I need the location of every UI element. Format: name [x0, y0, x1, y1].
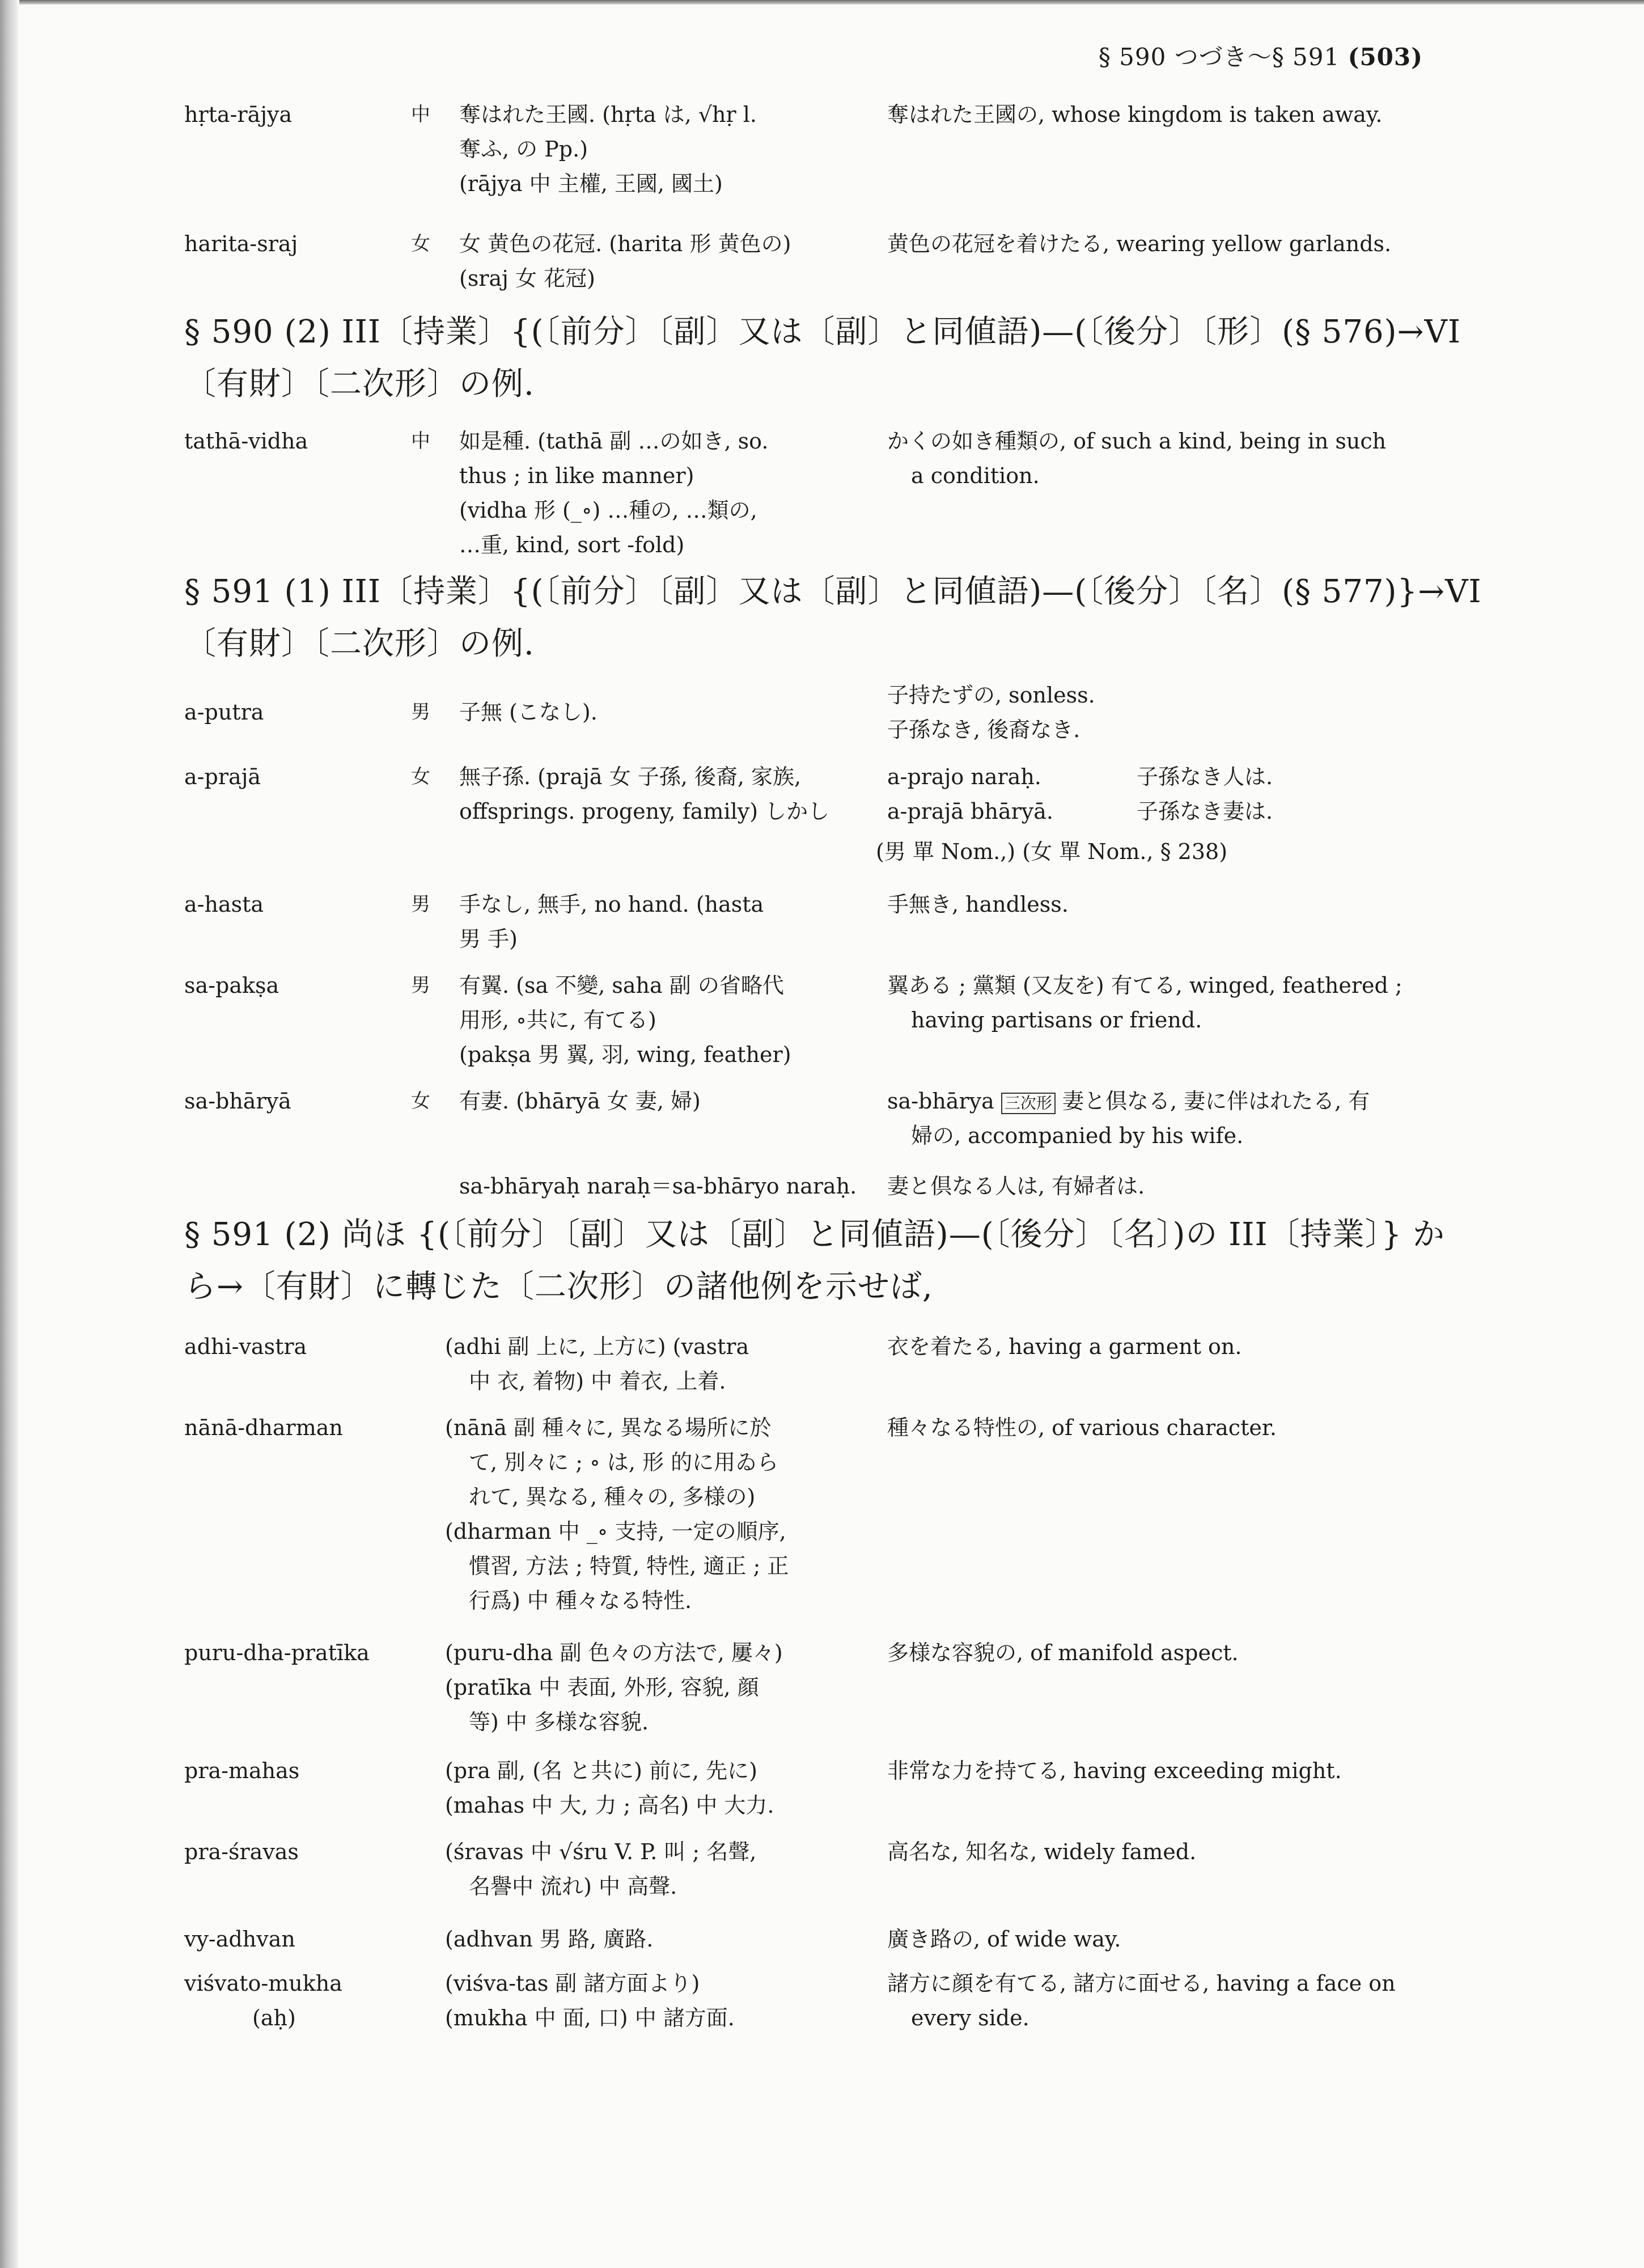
headword: harita-sraj: [184, 231, 298, 256]
gender-mark: 男: [411, 701, 430, 723]
heading-line: § 591 (1) III〔持業〕{(〔前分〕〔副〕又は〔副〕と同値語)—(〔後分〕〔名〕(§ 577)}→VI: [184, 573, 1482, 610]
translation-line: 種々なる特性の, of various character.: [887, 1415, 1277, 1440]
gloss-line: 女 黄色の花冠. (harita 形 黄色の): [459, 231, 791, 256]
translation: [887, 1330, 1465, 1364]
gloss: [459, 695, 828, 730]
heading-line: § 591 (2) 尚ほ {(〔前分〕〔副〕又は〔副〕と同値語)—(〔後分〕〔名〕)の III〔持業〕} か: [184, 1216, 1446, 1253]
gloss-line: (pakṣa 男 翼, 羽, wing, feather): [459, 1042, 791, 1067]
translation: [887, 1835, 1465, 1869]
gender-mark: 中: [411, 430, 430, 452]
gloss-line: 無子孫. (prajā 女 子孫, 後裔, 家族,: [459, 764, 802, 789]
gender-mark: 男: [411, 893, 430, 916]
gloss-line: 用形, ∘共に, 有てる): [459, 1008, 656, 1033]
section-heading-591-2: [184, 1209, 1465, 1313]
gloss-line: (mahas 中 大, 力 ; 高名) 中 大力.: [445, 1793, 774, 1818]
translation-line: every side.: [911, 2005, 1029, 2030]
gloss-line: (rājya 中 主權, 王國, 國土): [459, 171, 723, 196]
gloss: [459, 98, 828, 201]
gloss: [459, 424, 828, 562]
gender-mark: 女: [411, 232, 430, 255]
gloss-line: れて, 異なる, 種々の, 多様の): [469, 1484, 756, 1509]
headword: viśvato-mukha: [184, 1971, 342, 1996]
translation: [887, 98, 1465, 132]
translation-line: 手無き, handless.: [887, 892, 1069, 917]
headword: a-hasta: [184, 892, 264, 917]
gender-mark: 男: [411, 974, 430, 997]
translation-line: 多様な容貌の, of manifold aspect.: [887, 1640, 1239, 1665]
headword-block: [184, 1966, 388, 2036]
translation-line: 子持たずの, sonless.: [887, 683, 1095, 708]
gloss: [459, 227, 828, 296]
gloss-line: (pra 副, (名 と共に) 前に, 先に): [445, 1758, 758, 1783]
translation: [887, 1411, 1465, 1445]
top-edge-shadow: [0, 0, 1644, 5]
translation-line: 子孫なき妻は.: [1137, 799, 1273, 824]
gloss-line: 等) 中 多様な容貌.: [469, 1710, 649, 1734]
headword: sa-pakṣa: [184, 973, 279, 998]
translation-meaning: [1137, 760, 1454, 829]
gloss: [459, 887, 828, 957]
headword: tathā-vidha: [184, 429, 308, 454]
gloss: [445, 1922, 825, 1957]
translation: [887, 1636, 1465, 1670]
gender-mark: 中: [411, 103, 430, 126]
translation-line: かくの如き種類の, of such a kind, being in such: [887, 429, 1387, 454]
translation-line: having partisans or friend.: [911, 1008, 1202, 1033]
running-head: [1099, 39, 1423, 73]
gloss-line: (vidha 形 (_∘) …種の, …類の,: [459, 498, 757, 523]
gloss-line: …重, kind, sort -fold): [459, 532, 685, 557]
headword: pra-śravas: [184, 1839, 299, 1864]
headword: adhi-vastra: [184, 1334, 307, 1359]
gloss: [459, 1084, 828, 1119]
gloss: [459, 760, 828, 829]
gloss-line: (nānā 副 種々に, 異なる場所に於: [445, 1415, 772, 1440]
translation: [887, 424, 1465, 493]
gloss: [445, 1754, 825, 1823]
gloss: [445, 1835, 825, 1904]
translation-line: a-prajā bhāryā.: [887, 799, 1053, 824]
gloss-line: (śravas 中 √śru V. P. 叫 ; 名聲,: [445, 1839, 757, 1864]
translation-line: 奪はれた王國の, whose kingdom is taken away.: [887, 102, 1383, 127]
headword: vy-adhvan: [184, 1927, 295, 1952]
gloss-line: 奪ふ, の Pp.): [459, 137, 588, 162]
gloss: [445, 1330, 825, 1399]
translation-word: sa-bhārya: [887, 1089, 994, 1114]
gloss-line: 男 手): [459, 926, 518, 951]
translation: [887, 678, 1465, 747]
headword-ending: (aḥ): [252, 2005, 296, 2030]
headword: nānā-dharman: [184, 1415, 343, 1440]
gloss-line: 慣習, 方法 ; 特質, 特性, 適正 ; 正: [469, 1554, 789, 1579]
gloss-line: (sraj 女 花冠): [459, 266, 595, 291]
gloss: [445, 1411, 825, 1618]
heading-line: 〔有財〕〔二次形〕の例.: [184, 625, 535, 662]
gloss-line: thus ; in like manner): [459, 463, 694, 488]
gloss-line: (pratīka 中 表面, 外形, 容貌, 顔: [445, 1675, 759, 1700]
example-equation: sa-bhāryaḥ naraḥ＝sa-bhāryo naraḥ.: [459, 1174, 857, 1199]
heading-line: § 590 (2) III〔持業〕{(〔前分〕〔副〕又は〔副〕と同値語)—(〔後分〕〔形〕(§ 576)→VI: [184, 314, 1461, 350]
gloss-line: (puru-dha 副 色々の方法で, 屢々): [445, 1640, 783, 1665]
heading-line: 〔有財〕〔二次形〕の例.: [184, 366, 535, 403]
translation-line: 廣き路の, of wide way.: [887, 1927, 1121, 1952]
translation: [887, 1084, 1465, 1153]
gloss-line: て, 別々に ; ∘ は, 形 的に用ゐら: [469, 1450, 779, 1475]
headword: a-putra: [184, 700, 264, 725]
translation-line: 衣を着たる, having a garment on.: [887, 1334, 1242, 1359]
translation-line: 高名な, 知名な, widely famed.: [887, 1839, 1197, 1864]
case-note: (男 單 Nom.,) (女 單 Nom., § 238): [876, 839, 1228, 864]
gloss-line: (adhi 副 上に, 上方に) (vastra: [445, 1334, 749, 1359]
gloss: [445, 1636, 825, 1740]
page-number: (503): [1348, 43, 1423, 71]
gloss-line: 子無 (こなし).: [459, 700, 598, 725]
gloss-line: 有妻. (bhāryā 女 妻, 婦): [459, 1089, 701, 1114]
gender-mark: 女: [411, 1090, 430, 1112]
example-meaning: 妻と倶なる人は, 有婦者は.: [887, 1174, 1145, 1199]
section-heading-591-1: [184, 566, 1482, 670]
headword: sa-bhāryā: [184, 1089, 291, 1114]
page-gutter-shadow: [0, 0, 19, 2268]
translation-line: 子孫なき, 後裔なき.: [887, 717, 1081, 742]
translation-line: [887, 1084, 1465, 1119]
gloss-line: (dharman 中 _∘ 支持, 一定の順序,: [445, 1519, 786, 1544]
gloss: [459, 968, 828, 1072]
translation-line: 子孫なき人は.: [1137, 764, 1273, 789]
gloss-line: (mukha 中 面, 口) 中 諸方面.: [445, 2005, 735, 2030]
translation: [887, 1922, 1465, 1957]
translation: [887, 1754, 1465, 1788]
secondary-form-badge: 三次形: [1001, 1093, 1056, 1114]
gloss-line: 有翼. (sa 不變, saha 副 の省略代: [459, 973, 784, 998]
translation-line: 黄色の花冠を着けたる, wearing yellow garlands.: [887, 231, 1392, 256]
gloss-line: 中 衣, 着物) 中 着衣, 上着.: [469, 1369, 726, 1394]
translation-line: 翼ある ; 黨類 (又友を) 有てる, winged, feathered ;: [887, 973, 1403, 998]
headword: hṛta-rājya: [184, 102, 293, 127]
translation-line: a-prajo naraḥ.: [887, 764, 1041, 789]
translation: [887, 968, 1465, 1038]
translation: [887, 227, 1465, 261]
translation-line: 婦の, accompanied by his wife.: [911, 1123, 1244, 1148]
gloss-line: offsprings. progeny, family) しかし: [459, 799, 830, 824]
gloss-line: (viśva-tas 副 諸方面より): [445, 1971, 700, 1996]
running-head-section: § 590 つづき～§ 591: [1098, 43, 1340, 71]
translation-line: 非常な力を持てる, having exceeding might.: [887, 1758, 1342, 1783]
gloss-line: (adhvan 男 路, 廣路.: [445, 1927, 654, 1952]
translation-line: 諸方に顔を有てる, 諸方に面せる, having a face on: [887, 1971, 1396, 1996]
gender-mark: 女: [411, 765, 430, 788]
gloss-line: 名譽中 流れ) 中 高聲.: [469, 1874, 677, 1899]
translation: [887, 1966, 1465, 2036]
gloss-line: 如是種. (tathā 副 …の如き, so.: [459, 429, 769, 454]
gloss: [445, 1966, 825, 2036]
translation-line: a condition.: [911, 463, 1040, 488]
section-heading-590-2: [184, 306, 1465, 411]
gloss-line: 奪はれた王國. (hṛta は, √hṛ l.: [459, 102, 757, 127]
gloss-line: 手なし, 無手, no hand. (hasta: [459, 892, 764, 917]
headword: puru-dha-pratīka: [184, 1640, 370, 1665]
heading-line: ら→〔有財〕に轉じた〔二次形〕の諸他例を示せば,: [184, 1268, 933, 1305]
headword: a-prajā: [184, 764, 261, 789]
gloss-line: 行爲) 中 種々なる特性.: [469, 1588, 692, 1613]
translation: [887, 887, 1465, 922]
headword: pra-mahas: [184, 1758, 300, 1783]
translation-tail: 妻と倶なる, 妻に伴はれたる, 有: [1062, 1089, 1370, 1114]
